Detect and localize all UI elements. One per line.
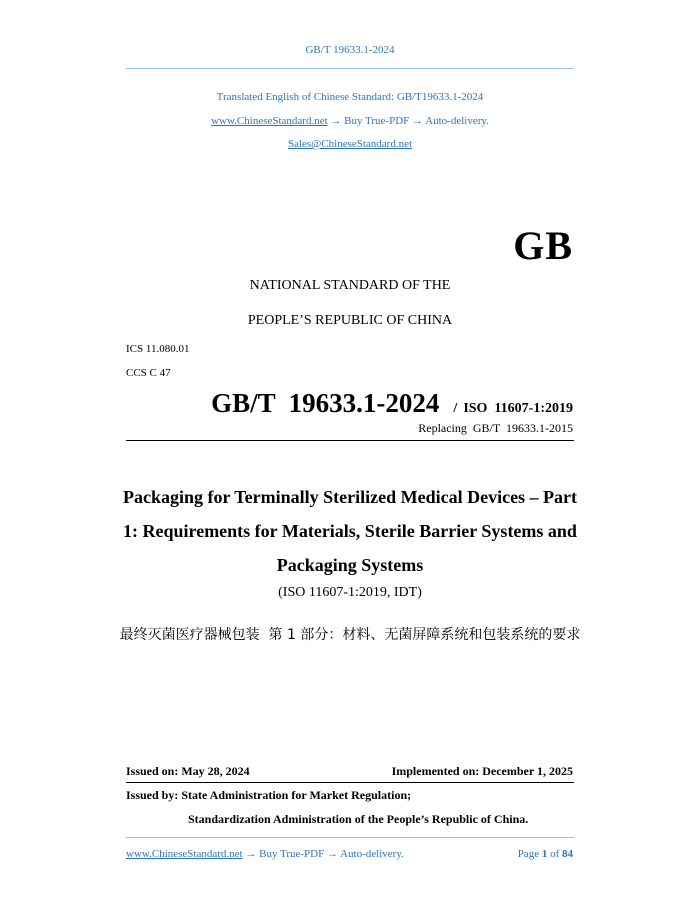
issue-divider xyxy=(126,782,574,783)
page-total: 84 xyxy=(562,848,573,860)
chinese-title: 最终灭菌医疗器械包装 第 1 部分：材料、无菌屏障系统和包装系统的要求 xyxy=(119,627,581,643)
ics-code: ICS 11.080.01 xyxy=(126,343,190,355)
promo-email-line xyxy=(0,138,700,150)
header-standard-code: GB/T 19633.1-2024 xyxy=(305,44,395,56)
issued-by: Issued by: State Administration for Market Regulation; xyxy=(126,788,412,802)
email-link[interactable]: Sales@ChineseStandard.net xyxy=(287,138,413,150)
implemented-on: Implemented on: December 1, 2025 xyxy=(391,764,573,778)
gb-logo-mark: GB xyxy=(513,223,573,268)
page-label: Page xyxy=(517,848,540,860)
idt-note: (ISO 11607-1:2019, IDT) xyxy=(278,585,422,600)
page-of: of xyxy=(550,848,560,860)
footer-website-link[interactable]: www.ChineseStandard.net xyxy=(126,848,243,860)
ccs-code: CCS C 47 xyxy=(126,367,171,379)
website-link[interactable]: www.ChineseStandard.net xyxy=(211,115,328,127)
footer-promo xyxy=(126,848,404,860)
issued-by-second: Standardization Administration of the People’s Republic of China. xyxy=(188,812,529,826)
iso-number: ISO 11607-1:2019 xyxy=(463,401,573,416)
buy-text: → Buy True-PDF → Auto-delivery. xyxy=(330,115,489,127)
replacing-note: Replacing GB/T 19633.1-2015 xyxy=(418,421,573,435)
footer-divider xyxy=(126,837,574,838)
translated-notice: Translated English of Chinese Standard: GB/T19633.1-2024 xyxy=(216,91,484,103)
standard-number-line xyxy=(211,388,573,419)
page-indicator xyxy=(518,848,573,860)
page-current: 1 xyxy=(541,848,548,860)
standard-number: GB/T 19633.1-2024 xyxy=(211,388,440,418)
header-divider xyxy=(126,68,574,69)
footer-buy-text: → Buy True-PDF → Auto-delivery. xyxy=(245,848,404,860)
national-standard-line2: PEOPLE’S REPUBLIC OF CHINA xyxy=(247,313,453,328)
standard-slash: / xyxy=(453,401,458,416)
national-standard-line1: NATIONAL STANDARD OF THE xyxy=(249,278,451,293)
english-title: Packaging for Terminally Sterilized Medical Devices – Part 1: Requirements for Materials, Sterile Barrier Systems and Packaging Systems xyxy=(122,487,578,575)
standard-divider xyxy=(126,440,574,441)
issued-on: Issued on: May 28, 2024 xyxy=(126,764,250,778)
promo-line xyxy=(0,115,700,127)
